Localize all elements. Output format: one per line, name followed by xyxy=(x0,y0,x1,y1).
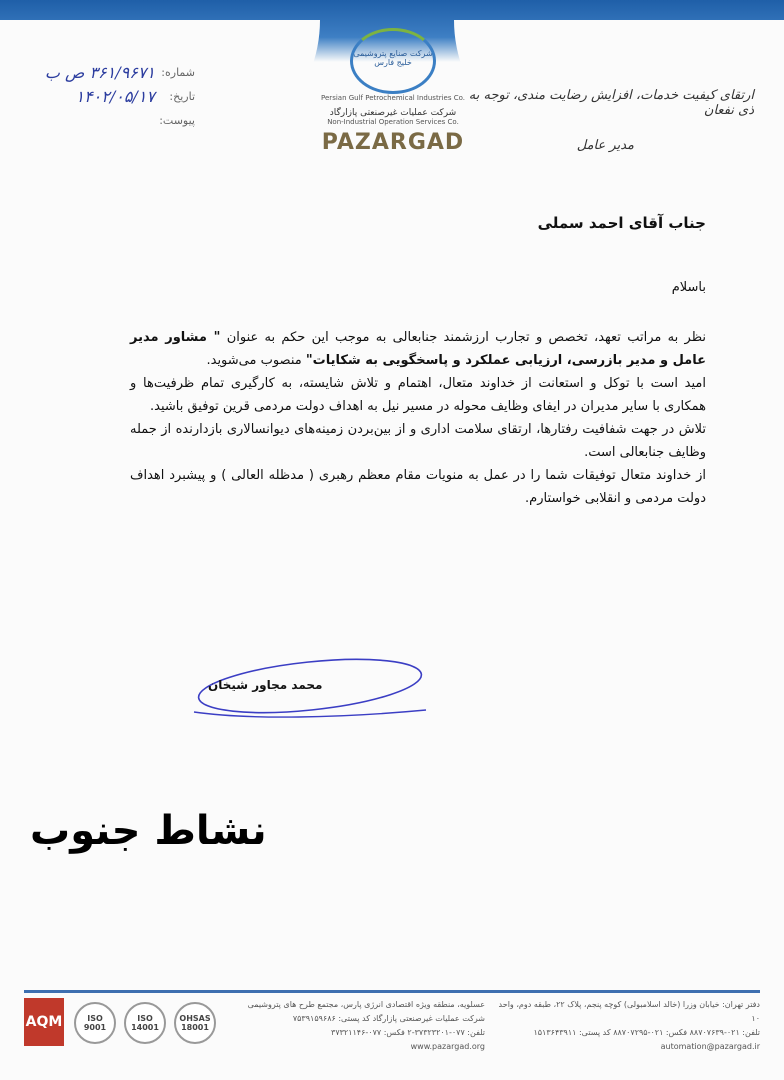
paragraph-4: از خداوند متعال توفیقات شما را در عمل به منویات مقام معظم رهبری ( مدظله العالی ) و پیشبرد اهداف دولت مردمی و انقلابی خواستارم. xyxy=(130,468,706,506)
company-motto: ارتقای کیفیت خدمات، افزایش رضایت مندی، توجه به ذی نفعان xyxy=(468,88,754,118)
date-label: تاریخ: xyxy=(169,89,195,103)
site-company: شرکت عملیات غیرصنعتی پازارگاد کد پستی: ۷۵۳۹۱۵۹۶۸۶ xyxy=(292,1014,485,1023)
letter-body xyxy=(130,326,706,510)
iso14001-cert-icon: ISO 14001 xyxy=(124,1002,166,1044)
logo-sub-en: Non-Industrial Operation Services Co. xyxy=(327,118,459,126)
logo-en-small: Persian Gulf Petrochemical Industries Co. xyxy=(321,94,465,102)
footer xyxy=(24,996,760,1056)
paragraph-2: امید است با توکل و استعانت از خداوند متعال، اهتمام و تلاش شایسته، به کارگیری تمام ظرفیت‌ها و همکاری با سایر مدیران در ایفای وظایف محوله در مسیر نیل به اهداف دولت مردمی قرین توفیق باشید. xyxy=(130,376,706,414)
watermark-text: نشاط جنوب xyxy=(30,808,267,854)
date-value: ۱۴۰۲/۰۵/۱۷ xyxy=(75,86,155,106)
signature xyxy=(190,650,430,730)
number-label: شماره: xyxy=(161,65,195,79)
footer-office xyxy=(495,998,760,1054)
office-email[interactable]: automation@pazargad.ir xyxy=(660,1042,760,1051)
letter-meta xyxy=(20,60,195,132)
company-logo xyxy=(316,28,470,160)
footer-divider xyxy=(24,990,760,993)
logo-fa-text: شرکت صنایع پتروشیمی خلیج فارس xyxy=(353,49,433,67)
greeting: باسلام xyxy=(671,280,706,295)
number-value: ۳۶۱/۹۶۷۱ ص ب xyxy=(44,62,155,82)
attachment-row xyxy=(20,108,195,132)
p1-position-title: " مشاور مدیر عامل و مدیر بازرسی، ارزیابی عملکرد و پاسخگویی به شکایات" xyxy=(130,330,706,368)
site-phone: تلفن: ۰۷۷-۳۷۳۲۳۲۰۱-۲ فکس: ۰۷۷-۳۷۳۲۱۱۴۶ xyxy=(331,1028,485,1037)
p1-after: منصوب می‌شوید. xyxy=(206,353,302,368)
signer-name: محمد مجاور شیخان xyxy=(208,678,323,692)
website[interactable]: www.pazargad.org xyxy=(410,1042,485,1051)
office-address: دفتر تهران: خیابان وزرا (خالد اسلامبولی) کوچه پنجم، پلاک ۲۲، طبقه دوم، واحد ۱۰ xyxy=(498,1000,760,1023)
footer-site xyxy=(237,998,485,1054)
date-row xyxy=(20,84,195,108)
p1-before: نظر به مراتب تعهد، تخصص و تجارب ارزشمند جنابعالی به موجب این حکم به عنوان xyxy=(226,330,706,345)
ohsas-cert-icon: OHSAS 18001 xyxy=(174,1002,216,1044)
logo-sub-fa: شرکت عملیات غیرصنعتی پازارگاد xyxy=(329,108,457,118)
logo-emblem xyxy=(350,28,436,94)
iso9001-cert-icon: ISO 9001 xyxy=(74,1002,116,1044)
site-address: عسلویه، منطقه ویژه اقتصادی انرژی پارس، مجتمع طرح های پتروشیمی xyxy=(247,1000,485,1009)
aqm-logo-icon: AQM xyxy=(24,998,64,1046)
attachment-label: پیوست: xyxy=(159,113,195,127)
recipient: جناب آقای احمد سملی xyxy=(537,214,706,232)
paragraph-1 xyxy=(130,326,706,372)
office-phone: تلفن: ۰۲۱-۸۸۷۰۷۶۳۹ فکس: ۰۲۱-۸۸۷۰۷۲۹۵ کد پستی: ۱۵۱۳۶۴۳۹۱۱ xyxy=(533,1028,760,1037)
ceo-title: مدیر عامل xyxy=(576,138,634,153)
paragraph-3: تلاش در جهت شفافیت رفتارها، ارتقای سلامت اداری و از بین‌بردن زمینه‌های دیوانسالاری بازدارنده از جمله وظایف جنابعالی است. xyxy=(130,422,706,460)
logo-brand: PAZARGAD xyxy=(321,130,465,155)
number-row xyxy=(20,60,195,84)
